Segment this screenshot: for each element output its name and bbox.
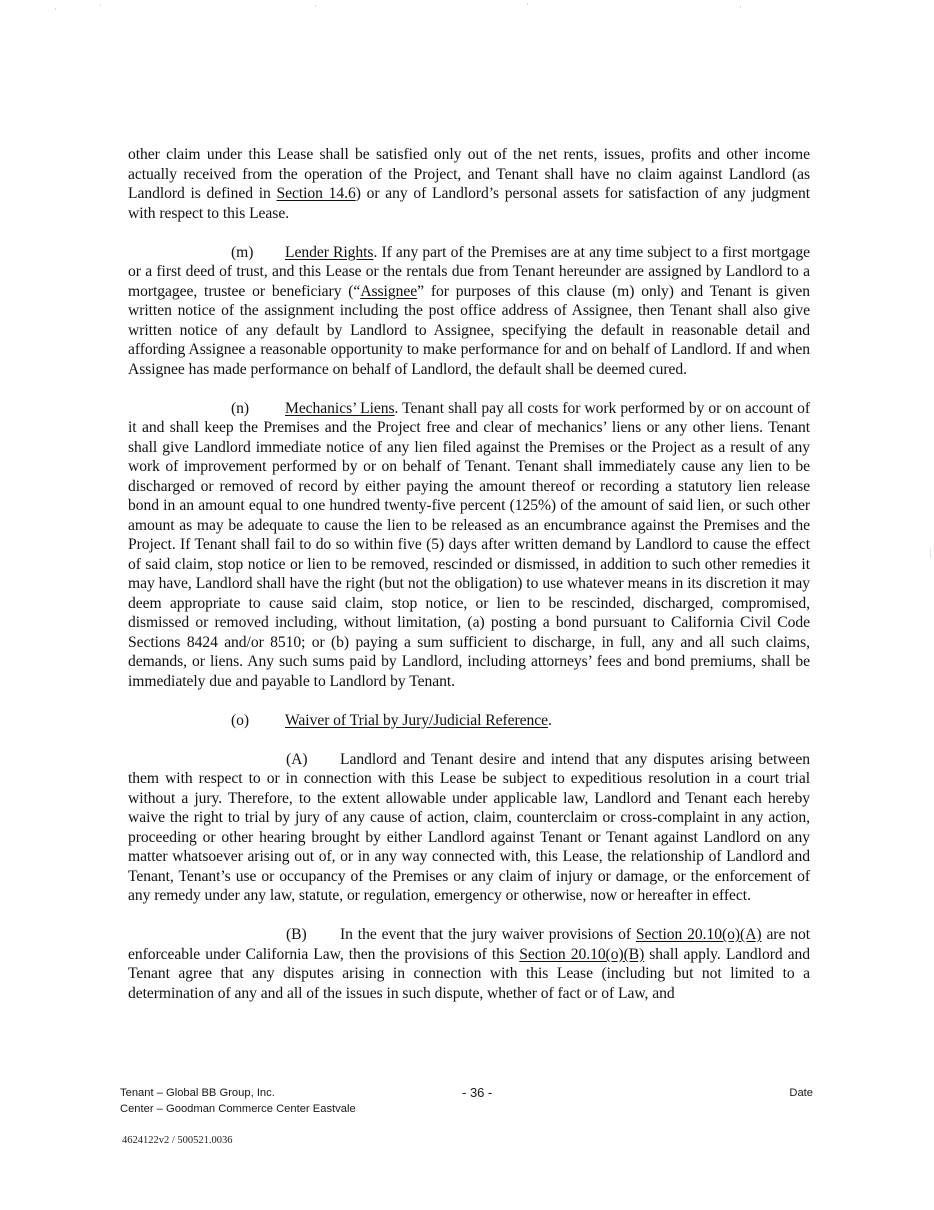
subsection-marker: (B) [286,926,307,943]
section-title: Mechanics’ Liens [285,399,395,417]
section-m-paragraph: (m) Lender Rights. If any part of the Premises are at any time subject to a first mortgage or a first deed of trust, and this Lease or the rentals due from Tenant hereunder are assigned by Landlord to a mortgagee, trustee or beneficiary (“Assignee” for purposes of this clause (m) only) and Tenant is given written notice of the assignment including the post office address of Assignee, then Tenant shall also give written notice of any default by Landlord to Assignee, specifying the default in reasonable detail and affording Assignee a reasonable opportunity to make performance for and on behalf of Landlord. If and when Assignee has made performance on behalf of Landlord, the default shall be deemed cured. [128,243,810,378]
section-n-paragraph: (n) Mechanics’ Liens. Tenant shall pay all costs for work performed by or on account of it and shall keep the Premises and the Project free and clear of mechanics’ liens or any other liens. Tenant shall give Landlord immediate notice of any lien filed against the Premises or the Project as a result of any work of improvement performed by or on behalf of Tenant. Tenant shall immediately cause any lien to be discharged or removed of record by either paying the amount thereof or recording a statutory lien release bond in an amount equal to one hundred twenty-five percent (125%) of the amount of said lien, or such other amount as may be adequate to cause the lien to be released as an encumbrance against the Premises and the Project. If Tenant shall fail to do so within five (5) days after written demand by Landlord to cause the effect of said claim, stop notice or lien to be removed, rescinded or dismissed, in addition to such other remedies it may have, Landlord shall have the right (but not the obligation) to use whatever means in its discretion it may deem appropriate to cause said claim, stop notice, or lien to be rescinded, discharged, compromised, dismissed or removed including, without limitation, (a) posting a bond pursuant to California Civil Code Sections 8424 and/or 8510; or (b) paying a sum sufficient to discharge, in full, any and all such claims, demands, or liens. Any such sums paid by Landlord, including attorneys’ fees and bond premiums, shall be immediately due and payable to Landlord by Tenant. [128,399,811,690]
footer-party-info [120,1085,440,1117]
scan-artifact [740,6,741,8]
footer-tenant: Tenant – Global BB Group, Inc. [120,1087,275,1099]
footer-center: Center – Goodman Commerce Center Eastvale [120,1103,356,1115]
document-body [128,145,810,1023]
scan-artifact [527,3,528,5]
document-id: 4624122v2 / 500521.0036 [122,1135,233,1146]
scan-artifact [100,4,101,6]
defined-term: Assignee [360,282,418,300]
scan-artifact [55,8,56,10]
section-marker: (o) [231,711,250,729]
section-o-b-paragraph: (B) In the event that the jury waiver provisions of Section 20.10(o)(A) are not enforceable under California Law, then the provisions of this Section 20.10(o)(B) shall apply. Landlord and Tenant agree that any disputes arising in connection with this Lease (including but not limited to a determination of any and all of the issues in such dispute, whether of fact or of Law, and [128,926,810,1002]
scan-artifact [315,5,316,7]
scan-artifact [930,548,931,558]
page-number: - 36 - [462,1085,493,1100]
section-title: Lender Rights [285,243,374,261]
section-o-heading: (o) Waiver of Trial by Jury/Judicial Reference. [231,711,552,729]
section-reference-link: Section 14.6 [276,185,356,202]
section-reference-link: Section 20.10(o)(A) [635,926,762,943]
subsection-marker: (A) [286,750,308,768]
section-title: Waiver of Trial by Jury/Judicial Reference [285,711,548,729]
section-marker: (n) [231,399,250,417]
section-marker: (m) [231,243,254,261]
intro-paragraph: other claim under this Lease shall be satisfied only out of the net rents, issues, profits and other income actually received from the operation of the Project, and Tenant shall have no claim against Landlord (as Landlord is defined in Section 14.6) or any of Landlord’s personal assets for satisfaction of any judgment with respect to this Lease. [128,146,810,222]
section-o-a-paragraph: (A) Landlord and Tenant desire and intend that any disputes arising between them with respect to or in connection with this Lease be subject to expeditious resolution in a court trial without a jury. Therefore, to the extent allowable under applicable law, Landlord and Tenant each hereby waive the right to trial by jury of any cause of action, claim, counterclaim or cross-complaint in any action, proceeding or other hearing brought by either Landlord against Tenant or Tenant against Landlord on any matter whatsoever arising out of, or in any way connected with, this Lease, the relationship of Landlord and Tenant, Tenant’s use or occupancy of the Premises or any claim of injury or damage, or the enforcement of any remedy under any law, statute, or regulation, emergency or otherwise, now or hereafter in effect. [128,750,810,904]
section-reference-link: Section 20.10(o)(B) [519,945,645,963]
footer-date-label: Date [789,1087,813,1099]
